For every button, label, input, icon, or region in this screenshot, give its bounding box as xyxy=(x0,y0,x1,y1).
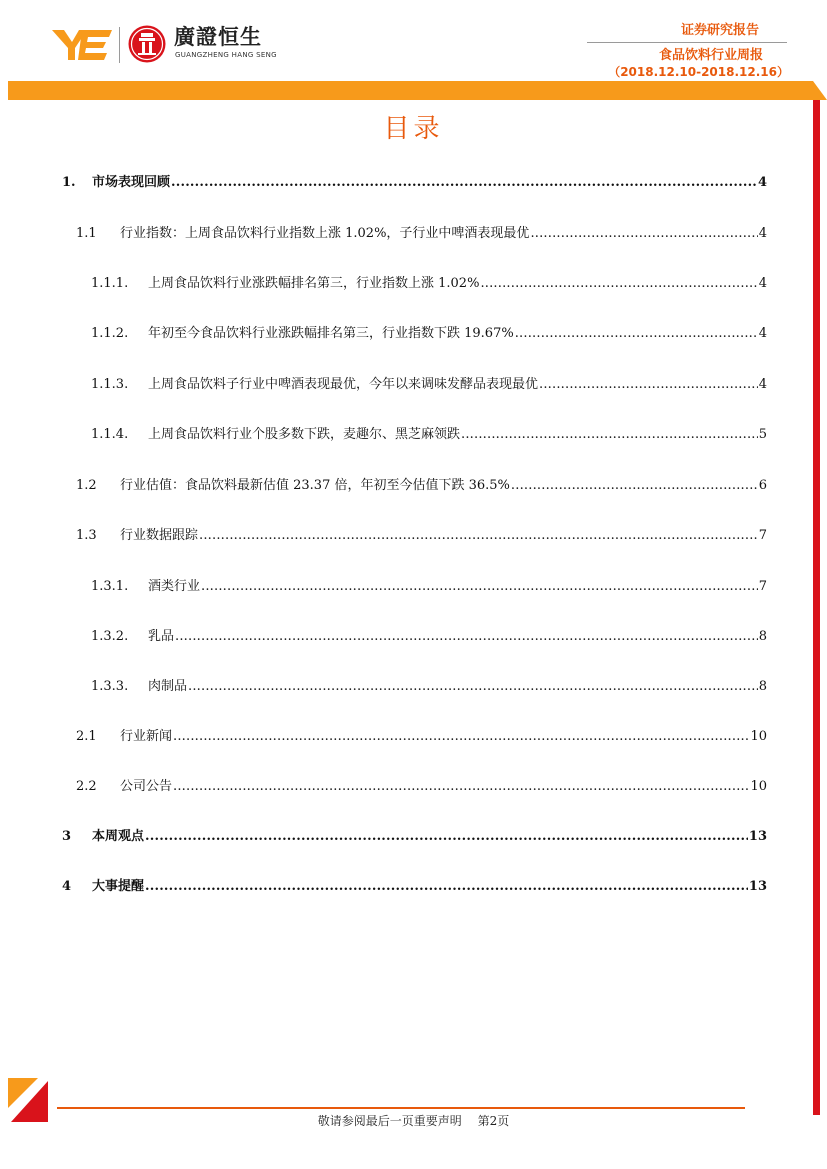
toc-entry-number: 1.1.1. xyxy=(91,276,129,291)
toc-entry[interactable] xyxy=(91,375,767,395)
toc-entry-page: 10 xyxy=(750,729,767,744)
toc-entry-number: 1.3.1. xyxy=(91,579,129,594)
header-orange-bar xyxy=(8,81,803,100)
toc-leader-dots xyxy=(201,577,758,597)
toc-leader-dots xyxy=(480,274,757,294)
toc-entry-title: 公司公告 xyxy=(120,779,173,794)
toc-entry-title: 年初至今食品饮料行业涨跌幅排名第三，行业指数下跌 19.67% xyxy=(148,326,514,341)
toc-entry-page: 4 xyxy=(758,377,767,392)
footer-line xyxy=(57,1107,745,1109)
toc-entry-page: 7 xyxy=(758,579,767,594)
logo-divider xyxy=(119,27,120,63)
toc-entry-number: 2.1 xyxy=(76,729,97,744)
toc-entry-page: 13 xyxy=(748,879,767,894)
toc-entry-number: 1.1 xyxy=(76,226,97,241)
toc-entry[interactable] xyxy=(76,777,767,797)
toc-leader-dots xyxy=(173,777,749,797)
toc-entry[interactable] xyxy=(76,526,767,546)
toc-entry-page: 7 xyxy=(758,528,767,543)
toc-entry-page: 6 xyxy=(758,478,767,493)
toc-leader-dots xyxy=(175,627,758,647)
toc-entry-page: 4 xyxy=(758,226,767,241)
toc-entry-page: 4 xyxy=(758,276,767,291)
toc-entry-number: 1.3 xyxy=(76,528,97,543)
toc-entry[interactable] xyxy=(91,677,767,697)
toc-leader-dots xyxy=(145,877,748,897)
toc-entry-number: 1.1.2. xyxy=(91,326,129,341)
toc-entry-number: 1.2 xyxy=(76,478,97,493)
toc-leader-dots xyxy=(145,827,748,847)
toc-entry[interactable] xyxy=(91,425,767,445)
toc-entry[interactable] xyxy=(76,224,767,244)
toc-entry-number: 1.1.4. xyxy=(91,427,129,442)
toc-leader-dots xyxy=(199,526,758,546)
toc-entry[interactable] xyxy=(76,476,767,496)
report-type: 证券研究报告 xyxy=(680,23,759,38)
brand-subtitle: GUANGZHENG HANG SENG xyxy=(175,51,277,59)
report-date-range: （2018.12.10-2018.12.16） xyxy=(608,65,789,79)
side-red-stripe xyxy=(813,100,820,1115)
toc-entry[interactable] xyxy=(91,324,767,344)
toc-entry-page: 13 xyxy=(748,829,767,844)
toc-entry[interactable] xyxy=(62,827,767,847)
toc-leader-dots xyxy=(171,173,757,193)
ye-logo-icon xyxy=(52,27,114,63)
toc-entry-page: 4 xyxy=(757,175,767,190)
toc-entry-number: 1.3.2. xyxy=(91,629,129,644)
report-header xyxy=(587,22,787,80)
toc-entry-page: 5 xyxy=(758,427,767,442)
toc-entry-title: 肉制品 xyxy=(148,679,188,694)
toc-entry[interactable] xyxy=(62,877,767,897)
toc-leader-dots xyxy=(530,224,757,244)
toc-entry-number: 3 xyxy=(62,829,72,844)
toc-leader-dots xyxy=(173,727,749,747)
footer-page-number: 第2页 xyxy=(477,1114,510,1128)
toc-leader-dots xyxy=(539,375,758,395)
report-title: 食品饮料行业周报 xyxy=(658,48,763,63)
toc-entry-title: 上周食品饮料子行业中啤酒表现最优，今年以来调味发酵品表现最优 xyxy=(148,377,539,392)
toc-entry[interactable] xyxy=(91,577,767,597)
toc-entry-title: 酒类行业 xyxy=(148,579,201,594)
toc-entry-page: 8 xyxy=(758,629,767,644)
toc-entry-page: 4 xyxy=(758,326,767,341)
footer xyxy=(0,1112,827,1129)
toc-entry-page: 10 xyxy=(750,779,767,794)
toc-entry-title: 行业指数：上周食品饮料行业指数上涨 1.02%，子行业中啤酒表现最优 xyxy=(120,226,530,241)
toc-entry-title: 行业数据跟踪 xyxy=(120,528,199,543)
toc-entry-number: 4 xyxy=(62,879,72,894)
toc-entry-number: 2.2 xyxy=(76,779,97,794)
company-seal-icon xyxy=(127,24,167,64)
toc-title: 目录 xyxy=(383,114,444,144)
toc-entry[interactable] xyxy=(91,627,767,647)
toc-entry-number: 1.1.3. xyxy=(91,377,129,392)
toc-entry[interactable] xyxy=(91,274,767,294)
footer-disclaimer: 敬请参阅最后一页重要声明 xyxy=(317,1114,462,1128)
toc-entry-page: 8 xyxy=(758,679,767,694)
toc-entry[interactable] xyxy=(76,727,767,747)
toc-entry-number: 1. xyxy=(62,175,76,190)
toc-leader-dots xyxy=(461,425,758,445)
toc-entry-title: 上周食品饮料行业涨跌幅排名第三，行业指数上涨 1.02% xyxy=(148,276,480,291)
toc-entry-title: 市场表现回顾 xyxy=(92,175,171,190)
toc-leader-dots xyxy=(511,476,758,496)
toc-leader-dots xyxy=(188,677,758,697)
toc-entry-title: 乳品 xyxy=(148,629,175,644)
toc-entry-number: 1.3.3. xyxy=(91,679,129,694)
header-divider xyxy=(587,42,787,43)
toc-entry[interactable] xyxy=(62,173,767,193)
toc-entry-title: 本周观点 xyxy=(92,829,145,844)
header-bar-corner xyxy=(803,81,827,100)
toc-entry-title: 大事提醒 xyxy=(92,879,145,894)
toc-entry-title: 行业估值：食品饮料最新估值 23.37 倍，年初至今估值下跌 36.5% xyxy=(120,478,510,493)
toc-entry-title: 上周食品饮料行业个股多数下跌，麦趣尔、黑芝麻领跌 xyxy=(148,427,461,442)
brand-name: 廣證恒生 xyxy=(174,25,262,49)
toc-leader-dots xyxy=(515,324,758,344)
toc-entry-title: 行业新闻 xyxy=(120,729,173,744)
